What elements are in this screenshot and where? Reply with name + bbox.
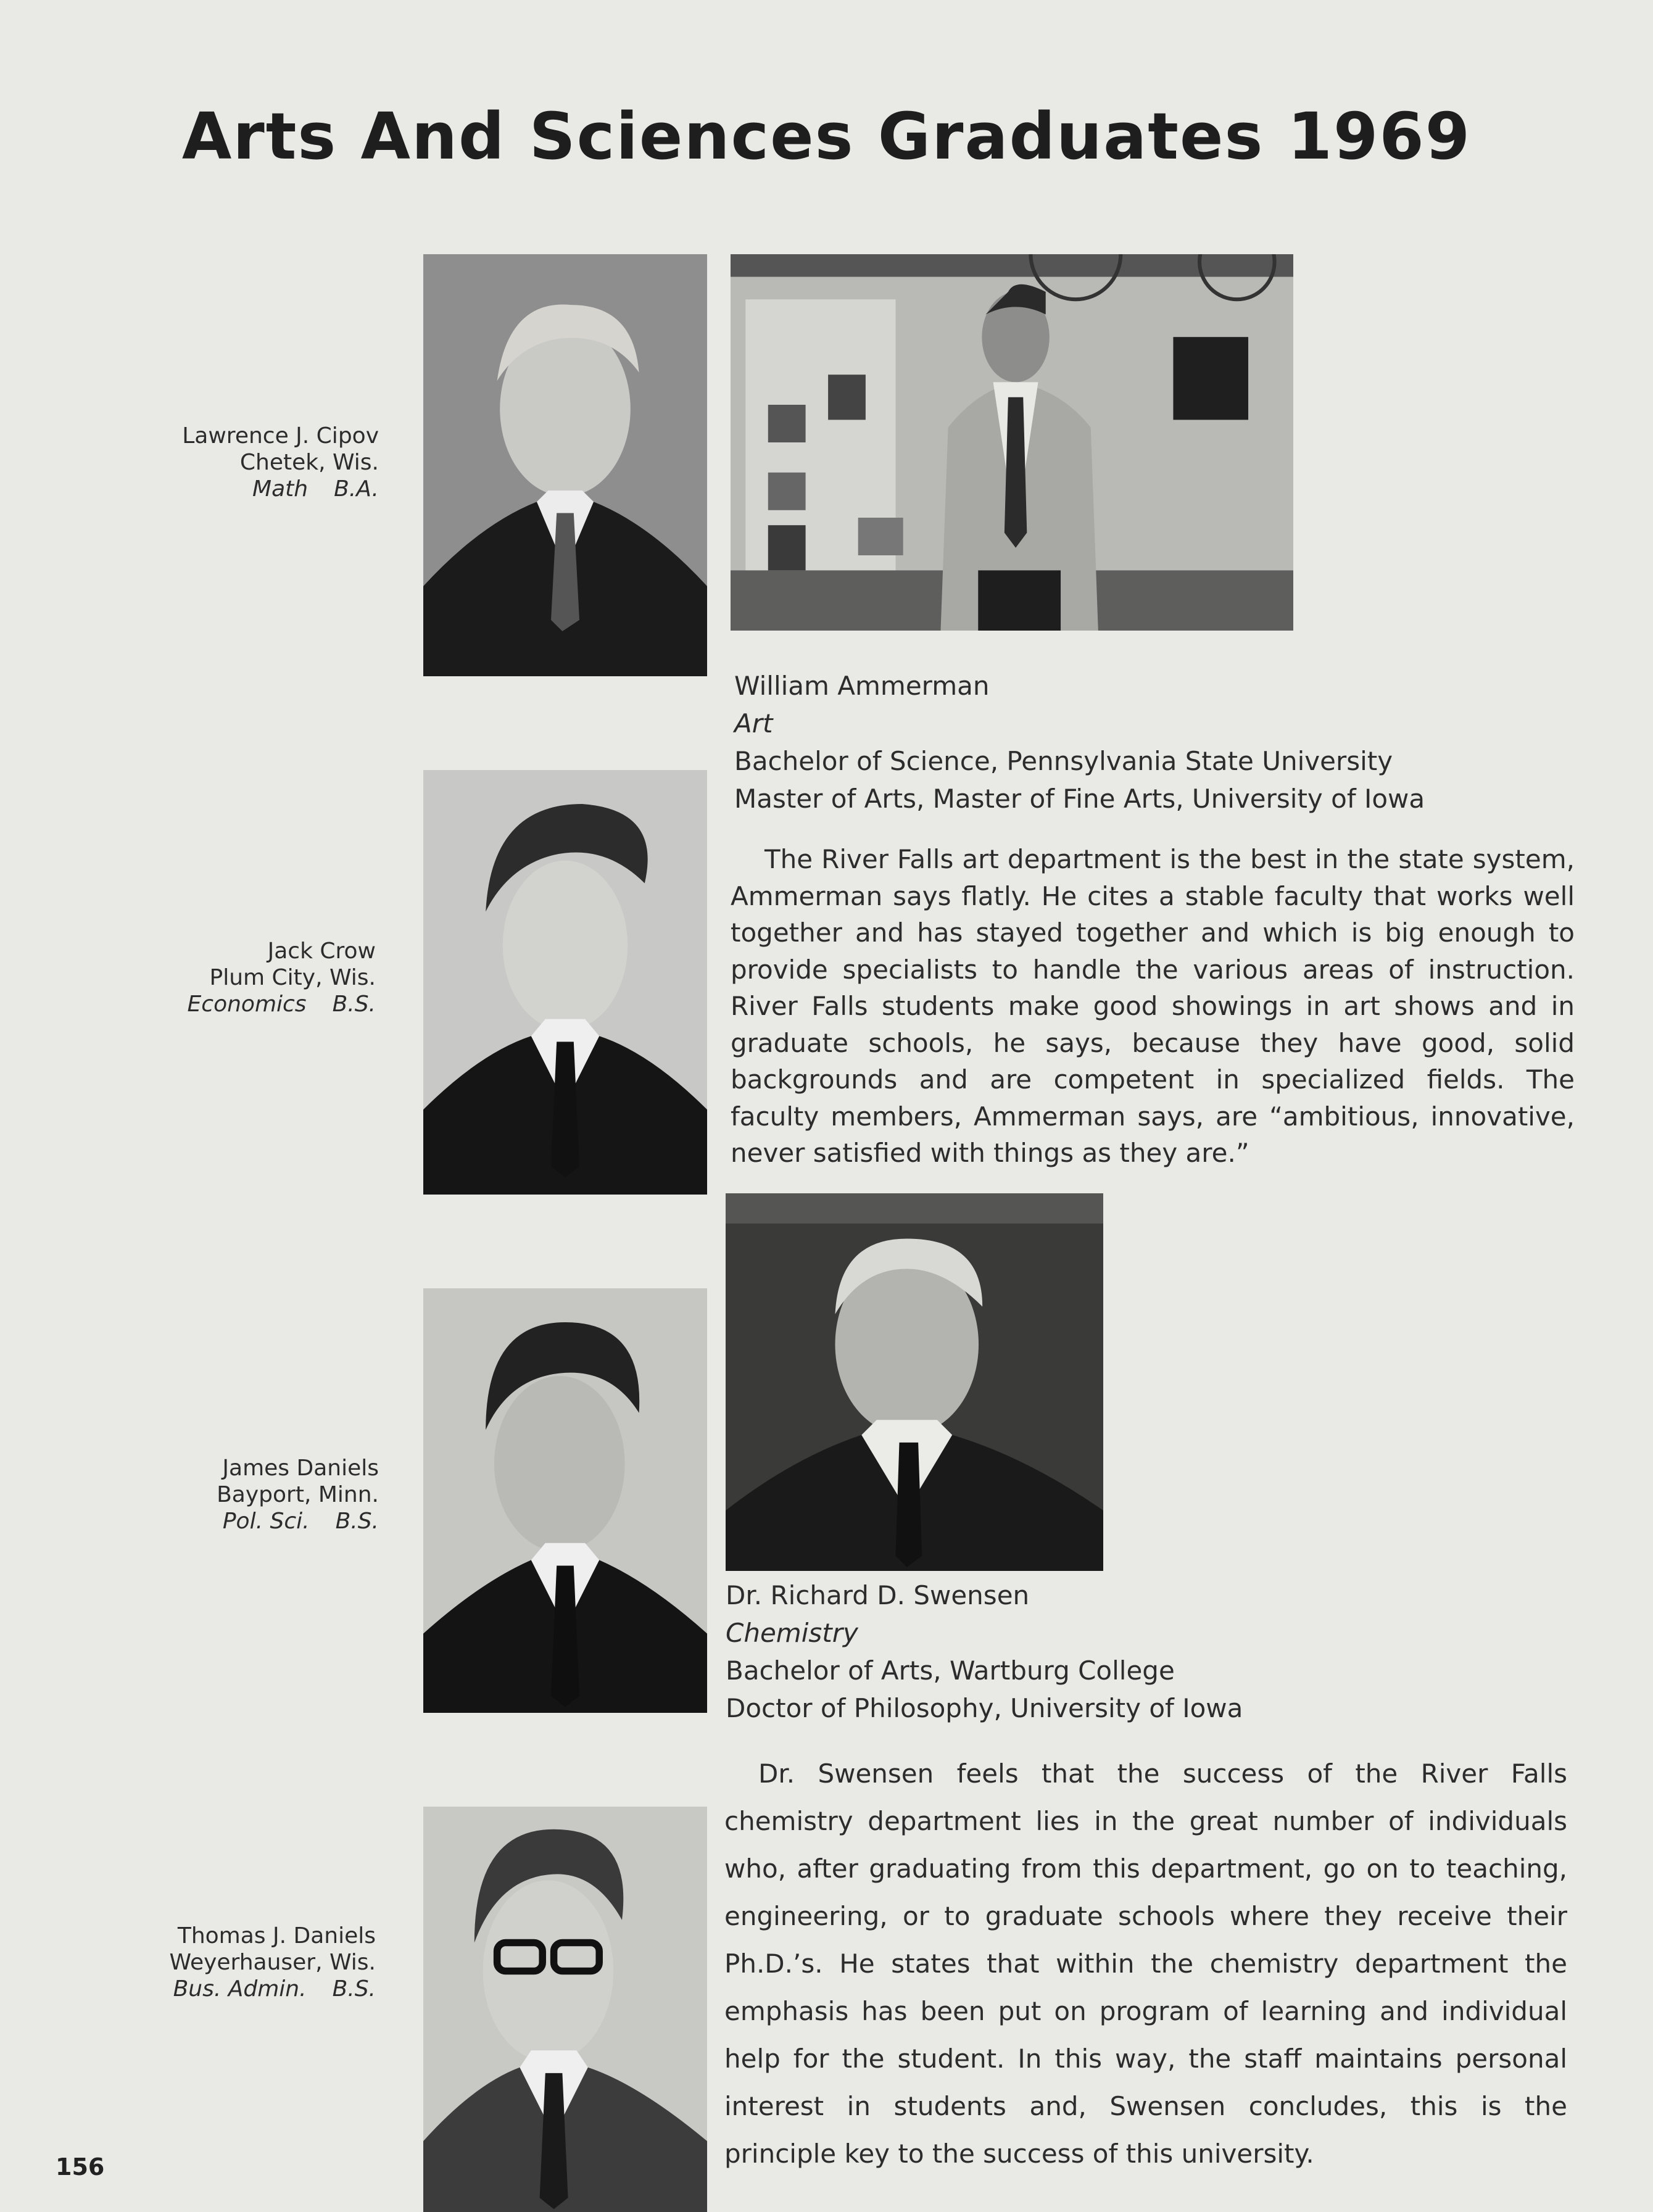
portrait-photo-crow: [423, 770, 707, 1195]
graduate-hometown: Weyerhauser, Wis.: [169, 1950, 376, 1975]
faculty-paragraph-swensen: Dr. Swensen feels that the success of the River Falls chemistry department lies in the great number of individuals who, after graduating from this department, go on to teaching, engineering, or to graduate schools where they receive their Ph.D.’s. He states that within the chemistry department the emphasis has been put on program of learning and individual help for the student. In this way, the staff maintains personal interest in students and, Swensen concludes, this is the principle key to the success of this university.: [724, 1758, 1567, 2169]
graduate-caption-james-daniels: [217, 1455, 379, 1535]
graduate-major: Math: [252, 476, 309, 502]
graduate-hometown: Bayport, Minn.: [217, 1482, 379, 1507]
graduate-degree: B.S.: [332, 992, 376, 1017]
faculty-info-ammerman: [734, 667, 1425, 818]
faculty-degree: Master of Arts, Master of Fine Arts, University of Iowa: [734, 784, 1425, 814]
portrait-photo-thomas-daniels: [423, 1807, 707, 2212]
graduate-degree: B.S.: [332, 1976, 376, 2002]
faculty-photo-swensen: [726, 1193, 1103, 1571]
graduate-degree: B.A.: [334, 476, 379, 502]
faculty-degree: Doctor of Philosophy, University of Iowa: [726, 1693, 1243, 1723]
graduate-name: Lawrence J. Cipov: [182, 423, 379, 449]
faculty-degree: Bachelor of Science, Pennsylvania State University: [734, 746, 1393, 776]
graduate-caption-thomas-daniels: [169, 1923, 376, 2002]
faculty-name: William Ammerman: [734, 671, 990, 701]
graduate-name: Thomas J. Daniels: [177, 1923, 376, 1949]
faculty-degree: Bachelor of Arts, Wartburg College: [726, 1655, 1175, 1686]
page-number: 156: [56, 2153, 105, 2181]
faculty-info-swensen: [726, 1576, 1243, 1727]
graduate-hometown: Chetek, Wis.: [239, 450, 379, 475]
graduate-major: Pol. Sci.: [222, 1509, 310, 1534]
graduate-degree: B.S.: [335, 1509, 379, 1534]
graduate-caption-cipov: [182, 423, 379, 502]
faculty-paragraph-ammerman: The River Falls art department is the best in the state system, Ammerman says flatly. He cites a stable faculty that works well together and has stayed together and which is big enough to provide specialists to handle the various areas of instruction. River Falls students make good showings in art shows and in graduate schools, he says, because they have good, solid backgrounds and are competent in specialized fields. The faculty members, Ammerman says, are “ambitious, innovative, never satisfied with things as they are.”: [731, 844, 1575, 1168]
graduate-name: James Daniels: [222, 1456, 379, 1481]
graduate-name: Jack Crow: [267, 938, 376, 964]
portrait-photo-james-daniels: [423, 1288, 707, 1713]
graduate-caption-crow: [188, 938, 376, 1017]
page-title: Arts And Sciences Graduates 1969: [181, 99, 1472, 174]
graduate-hometown: Plum City, Wis.: [209, 965, 376, 990]
graduate-major: Bus. Admin.: [173, 1976, 307, 2002]
faculty-department: Art: [734, 708, 773, 739]
faculty-name: Dr. Richard D. Swensen: [726, 1580, 1030, 1610]
portrait-photo-cipov: [423, 254, 707, 676]
graduate-major: Economics: [187, 992, 307, 1017]
faculty-department: Chemistry: [726, 1618, 858, 1648]
faculty-photo-ammerman: [731, 254, 1293, 631]
